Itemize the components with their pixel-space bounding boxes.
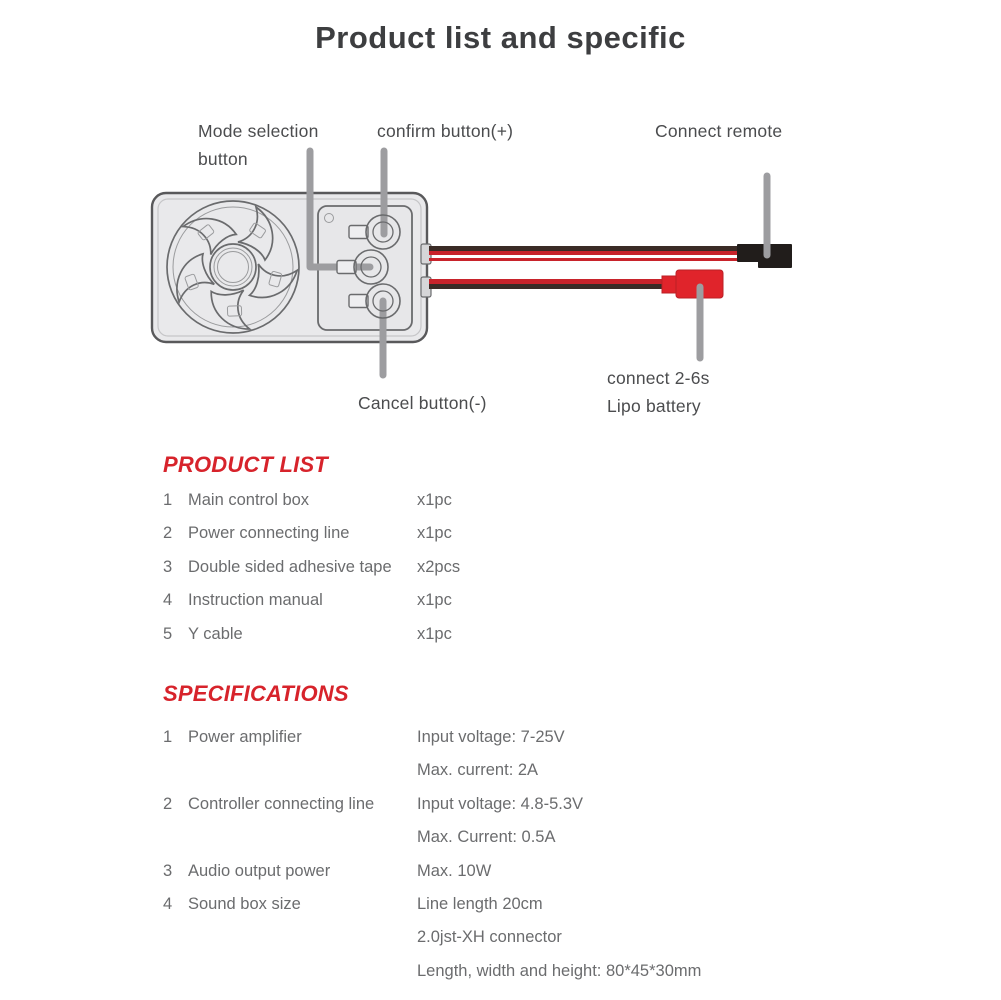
item-qty: x1pc [417, 524, 452, 543]
connect-remote-label: Connect remote [655, 121, 783, 141]
spec-row [163, 888, 923, 988]
battery-power-wire [429, 279, 667, 289]
spec-name: Audio output power [188, 861, 331, 880]
item-name: Power connecting line [188, 524, 350, 543]
item-name: Main control box [188, 491, 310, 509]
spec-number: 2 [163, 794, 173, 813]
spec-name: Sound box size [188, 894, 301, 913]
item-number: 3 [163, 557, 173, 576]
device-diagram-art [0, 0, 1001, 440]
item-qty: x2pcs [417, 557, 461, 576]
page-title: Product list and specific [315, 20, 686, 55]
spec-value: Input voltage: 4.8-5.3V [417, 794, 584, 813]
lipo-battery-label: connect 2-6s Lipo battery [607, 368, 710, 416]
mode-selection-label: Mode selection button [198, 121, 319, 169]
spec-value: 2.0jst-XH connector [417, 928, 562, 947]
spec-values [417, 721, 923, 788]
spec-value: Length, width and height: 80*45*30mm [417, 961, 702, 980]
product-list-row [163, 584, 843, 617]
spec-name: Controller connecting line [188, 794, 375, 813]
confirm-button-label: confirm button(+) [377, 121, 514, 141]
product-list-row [163, 484, 843, 517]
product-list-row [163, 551, 843, 584]
product-list-heading: PRODUCT LIST [163, 452, 328, 477]
item-number: 5 [163, 624, 173, 643]
spec-value: Max. Current: 0.5A [417, 828, 556, 847]
spec-row [163, 721, 923, 788]
item-name: Double sided adhesive tape [188, 557, 392, 576]
item-name: Instruction manual [188, 591, 323, 610]
item-number: 1 [163, 491, 173, 509]
spec-number: 3 [163, 861, 173, 880]
spec-row [163, 855, 923, 888]
spec-name: Power amplifier [188, 728, 302, 746]
spec-values [417, 788, 923, 855]
product-list-section [163, 452, 843, 651]
item-qty: x1pc [417, 591, 452, 610]
item-number: 2 [163, 524, 173, 543]
item-name: Y cable [188, 624, 243, 643]
spec-values [417, 855, 923, 888]
item-qty: x1pc [417, 624, 452, 643]
specifications-section [163, 681, 923, 988]
spec-value: Max. current: 2A [417, 761, 539, 780]
specifications-heading: SPECIFICATIONS [163, 681, 349, 706]
device-diagram [0, 0, 1001, 440]
product-list-row [163, 618, 843, 651]
spec-row [163, 788, 923, 855]
spec-value: Input voltage: 7-25V [417, 728, 565, 746]
remote-receiver-wire [429, 246, 739, 261]
spec-number: 4 [163, 894, 173, 913]
spec-values [417, 888, 923, 988]
spec-number: 1 [163, 728, 173, 746]
spec-value: Max. 10W [417, 861, 492, 880]
battery-connector [662, 270, 723, 298]
spec-value: Line length 20cm [417, 894, 543, 913]
cancel-button-label: Cancel button(-) [358, 393, 487, 413]
product-list-row [163, 517, 843, 550]
item-number: 4 [163, 591, 173, 610]
item-qty: x1pc [417, 491, 452, 509]
